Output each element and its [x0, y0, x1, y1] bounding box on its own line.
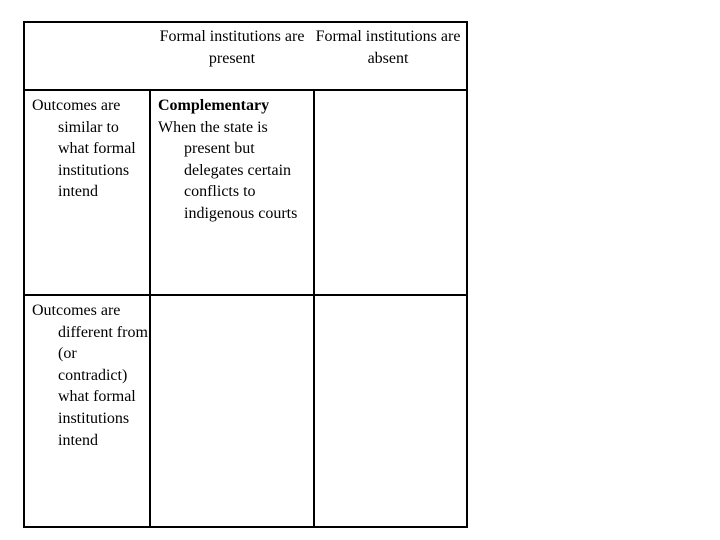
row1-present	[158, 95, 310, 225]
row1-label	[32, 95, 148, 203]
table-border-col1	[149, 89, 151, 528]
table-border-right	[466, 21, 468, 528]
row1-present-text: When the state is present but delegates certain conflicts to indigenous courts	[158, 118, 298, 222]
table-border-bottom	[23, 526, 468, 528]
table-border-middle	[23, 294, 468, 296]
header-absent	[312, 26, 464, 69]
table-border-left	[23, 21, 25, 528]
row2-label	[32, 300, 148, 451]
header-absent-text: Formal institutions are absent	[315, 28, 461, 67]
row1-present-title: Complementary	[158, 97, 270, 114]
row2-label-text: Outcomes are different from (or contradict) what formal institutions intend	[32, 302, 148, 449]
table-border-header	[23, 89, 468, 91]
table-border-col2	[313, 89, 315, 528]
row1-label-text: Outcomes are similar to what formal institutions intend	[32, 97, 136, 201]
table-border-top	[23, 21, 468, 23]
header-present	[151, 26, 313, 69]
header-present-text: Formal institutions are present	[159, 28, 305, 67]
